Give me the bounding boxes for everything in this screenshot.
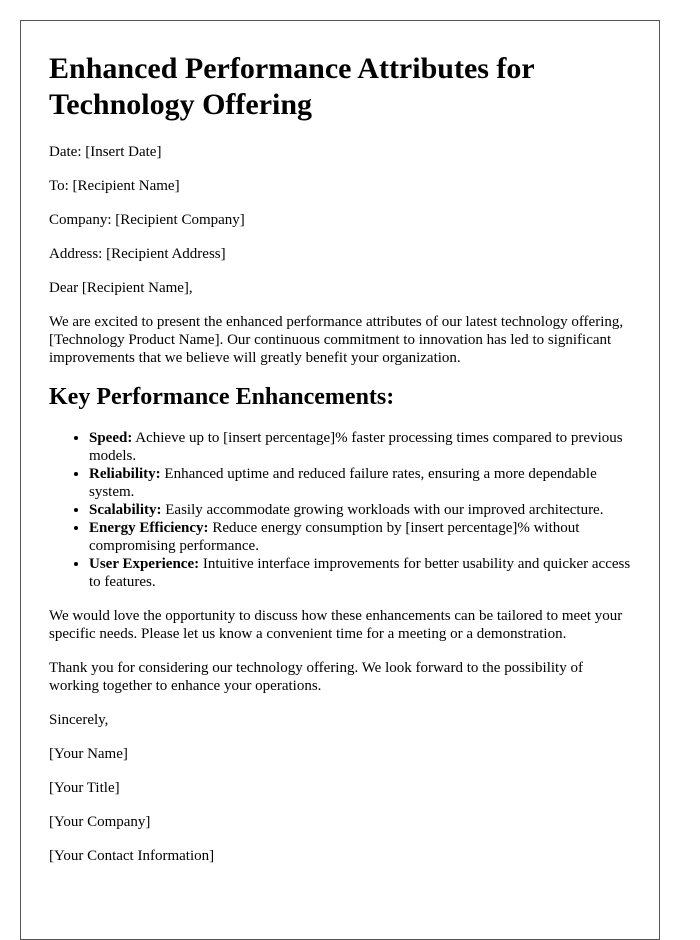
list-item-label: Energy Efficiency:: [89, 520, 209, 536]
company-line: Company: [Recipient Company]: [49, 212, 245, 228]
signer-company: [Your Company]: [49, 814, 151, 830]
signer-name: [Your Name]: [49, 746, 128, 762]
list-item-label: Speed:: [89, 430, 133, 446]
salutation: Dear [Recipient Name],: [49, 280, 193, 296]
date-line: Date: [Insert Date]: [49, 144, 162, 160]
list-item-text: Easily accommodate growing workloads with our improved architecture.: [161, 502, 604, 518]
list-item-label: Scalability:: [89, 502, 162, 518]
intro-paragraph: We are excited to present the enhanced performance attributes of our latest technology offering, [Technology Product Name]. Our continuous commitment to innovation has led to significant improvements that we believe will greatly benefit your organization.: [49, 314, 624, 366]
enhancements-list: [49, 429, 631, 591]
letter-title: Enhanced Performance Attributes for Technology Offering: [49, 52, 535, 121]
list-item: [89, 519, 631, 555]
list-item-text: Intuitive interface improvements for better usability and quicker access to features.: [89, 556, 631, 590]
list-item-label: User Experience:: [89, 556, 200, 572]
letter-page: [20, 20, 660, 940]
closing: Sincerely,: [49, 712, 109, 728]
address-line: Address: [Recipient Address]: [49, 246, 226, 262]
list-item: [89, 501, 631, 519]
section-heading: Key Performance Enhancements:: [49, 384, 395, 410]
list-item-text: Enhanced uptime and reduced failure rates, ensuring a more dependable system.: [89, 466, 597, 500]
list-item: [89, 429, 631, 465]
recipient-line: To: [Recipient Name]: [49, 178, 180, 194]
list-item: [89, 465, 631, 501]
list-item-label: Reliability:: [89, 466, 161, 482]
signer-title: [Your Title]: [49, 780, 120, 796]
list-item: [89, 555, 631, 591]
list-item-text: Reduce energy consumption by [insert percentage]% without compromising performance.: [89, 520, 580, 554]
discussion-paragraph: We would love the opportunity to discuss how these enhancements can be tailored to meet your specific needs. Please let us know a convenient time for a meeting or a demonstration.: [49, 608, 623, 642]
list-item-text: Achieve up to [insert percentage]% faster processing times compared to previous models.: [89, 430, 623, 464]
signer-contact: [Your Contact Information]: [49, 848, 215, 864]
thanks-paragraph: Thank you for considering our technology offering. We look forward to the possibility of working together to enhance your operations.: [49, 660, 583, 694]
